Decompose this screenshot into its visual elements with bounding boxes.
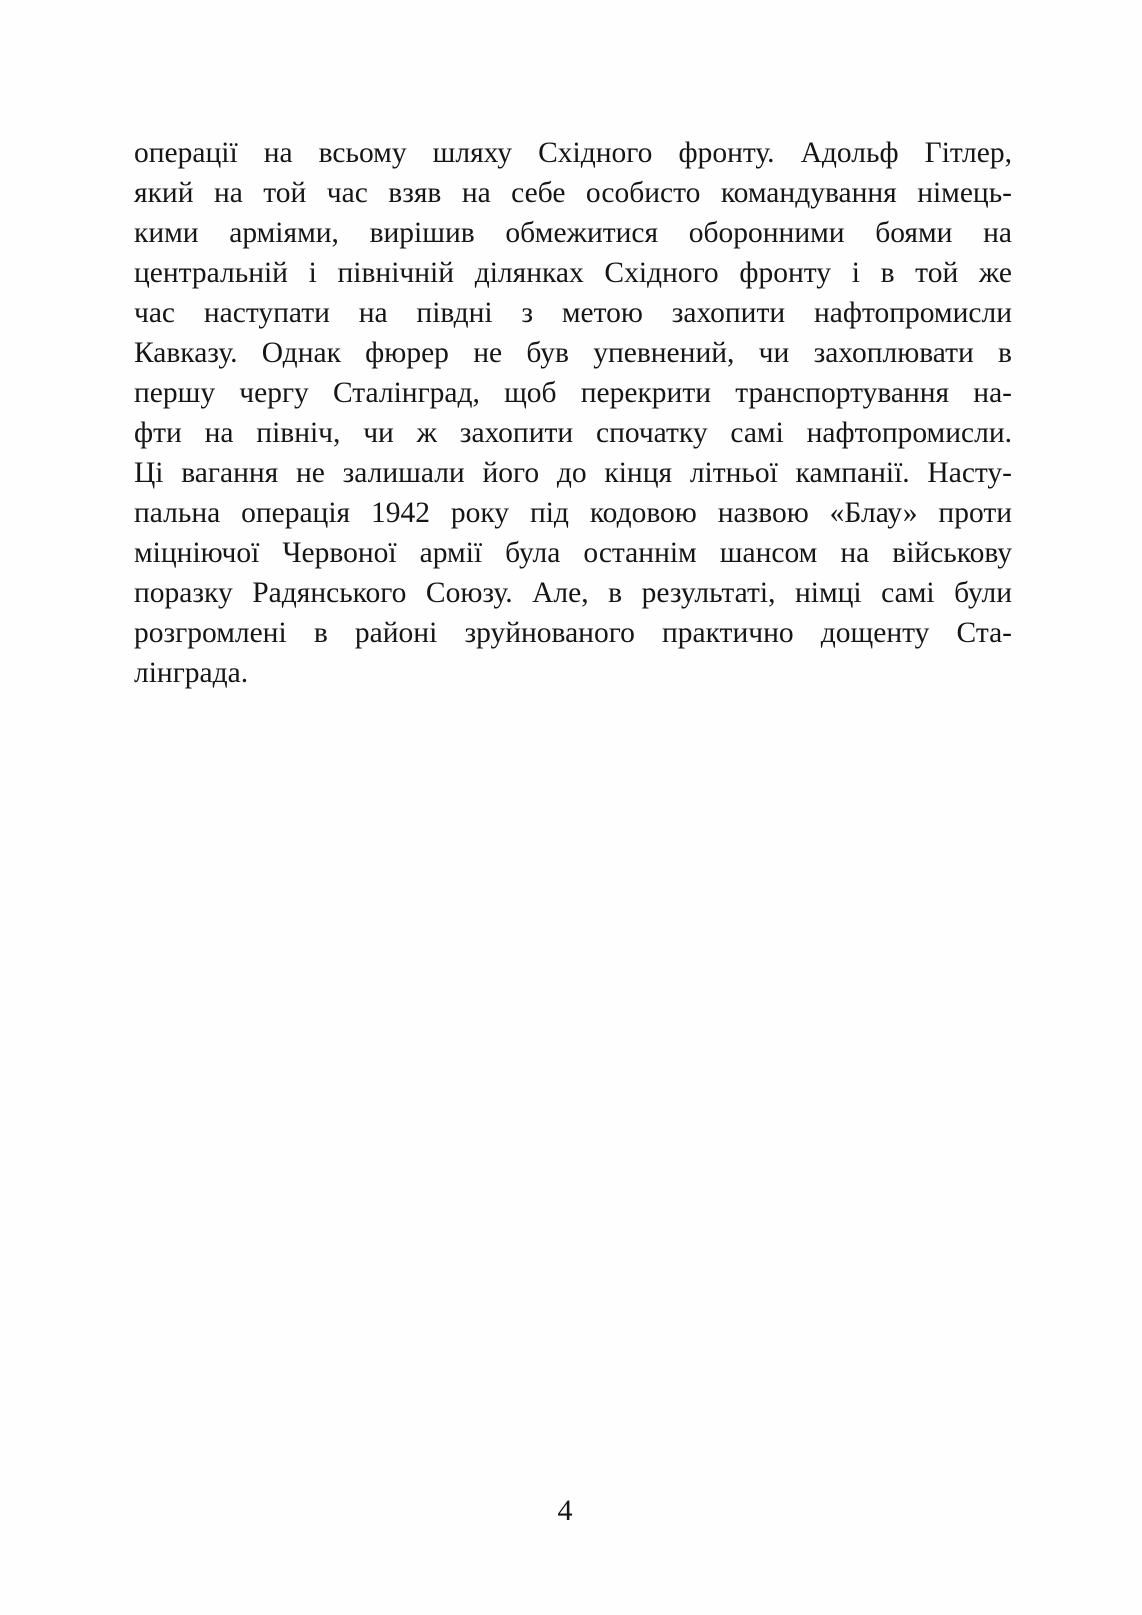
- text-line: першу чергу Сталінград, щоб перекрити транспортування на-: [134, 377, 1012, 409]
- text-line: кими арміями, вирішив обмежитися оборонними боями на: [134, 217, 1012, 249]
- text-line: Ці вагання не залишали його до кінця літньої кампанії. Насту-: [134, 457, 1012, 489]
- page-number: 4: [557, 1494, 573, 1527]
- text-line: поразку Радянського Союзу. Але, в результаті, німці самі були: [134, 577, 1012, 609]
- text-line: операції на всьому шляху Східного фронту. Адольф Гітлер,: [134, 137, 1012, 169]
- body-text-paragraph: [134, 133, 1012, 693]
- text-line: міцніючої Червоної армії була останнім шансом на військову: [134, 537, 1012, 569]
- text-line: розгромлені в районі зруйнованого практично дощенту Ста-: [134, 617, 1012, 649]
- text-line: пальна операція 1942 року під кодовою назвою «Блау» проти: [134, 497, 1012, 529]
- text-line: центральній і північній ділянках Східного фронту і в той же: [134, 257, 1012, 289]
- text-line: час наступати на півдні з метою захопити нафтопромисли: [134, 297, 1012, 329]
- text-line: який на той час взяв на себе особисто командування німець-: [134, 177, 1012, 209]
- text-line: Кавказу. Однак фюрер не був упевнений, чи захоплювати в: [134, 337, 1012, 369]
- text-line: фти на північ, чи ж захопити спочатку самі нафтопромисли.: [134, 417, 1012, 449]
- text-line: лінграда.: [134, 657, 249, 689]
